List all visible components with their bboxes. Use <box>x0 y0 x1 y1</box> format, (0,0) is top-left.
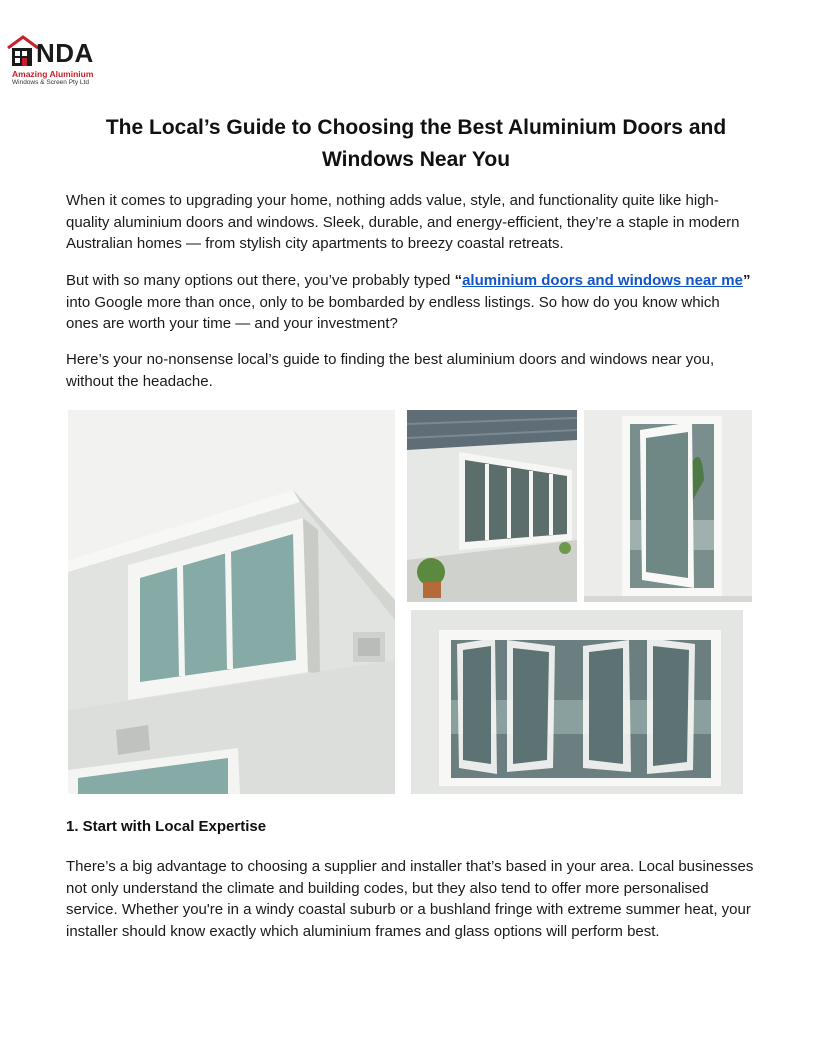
section-heading-local-expertise: 1. Start with Local Expertise <box>66 818 267 835</box>
house-facade-photo <box>68 410 395 794</box>
logo-tagline: Amazing Aluminium <box>12 69 94 79</box>
folding-window-photo <box>411 610 743 794</box>
intro-paragraph: When it comes to upgrading your home, nothing adds value, style, and functionality quite like high-quality aluminium doors and windows. Sleek, durable, and energy-efficient, they’re a staple in modern Australian homes — from stylish city apartments to breezy coastal retreats. <box>66 192 740 252</box>
casement-window-photo <box>584 410 752 602</box>
para2-before: But with so many options out there, you’ve probably typed <box>66 272 455 289</box>
page-title: The Local’s Guide to Choosing the Best Aluminium Doors and Windows Near You <box>105 116 727 171</box>
local-expertise-paragraph: There’s a big advantage to choosing a supplier and installer that’s based in your area. Local businesses not only understand the climate and building codes, but they also tend to offer more personalised service. Whether you're in a windy coastal suburb or a bushland fringe with extreme summer heat, your installer should know exactly which aluminium frames and glass options will perform best. <box>66 858 754 940</box>
search-paragraph <box>66 270 756 335</box>
para2-after: into Google more than once, only to be bombarded by endless listings. So how do you know which ones are worth your time — and your investment? <box>66 293 720 332</box>
guide-paragraph: Here’s your no-nonsense local’s guide to finding the best aluminium doors and windows near you, without the headache. <box>66 351 715 390</box>
open-quote: “ <box>454 272 463 289</box>
aluminium-doors-link[interactable]: aluminium doors and windows near me <box>462 272 743 289</box>
patio-windows-photo <box>407 410 577 602</box>
close-quote: ” <box>742 272 751 289</box>
company-logo[interactable] <box>6 34 110 90</box>
logo-subtagline: Windows & Screen Pty Ltd <box>12 79 89 86</box>
logo-brand: NDA <box>36 38 94 68</box>
house-logo-icon <box>6 34 40 70</box>
